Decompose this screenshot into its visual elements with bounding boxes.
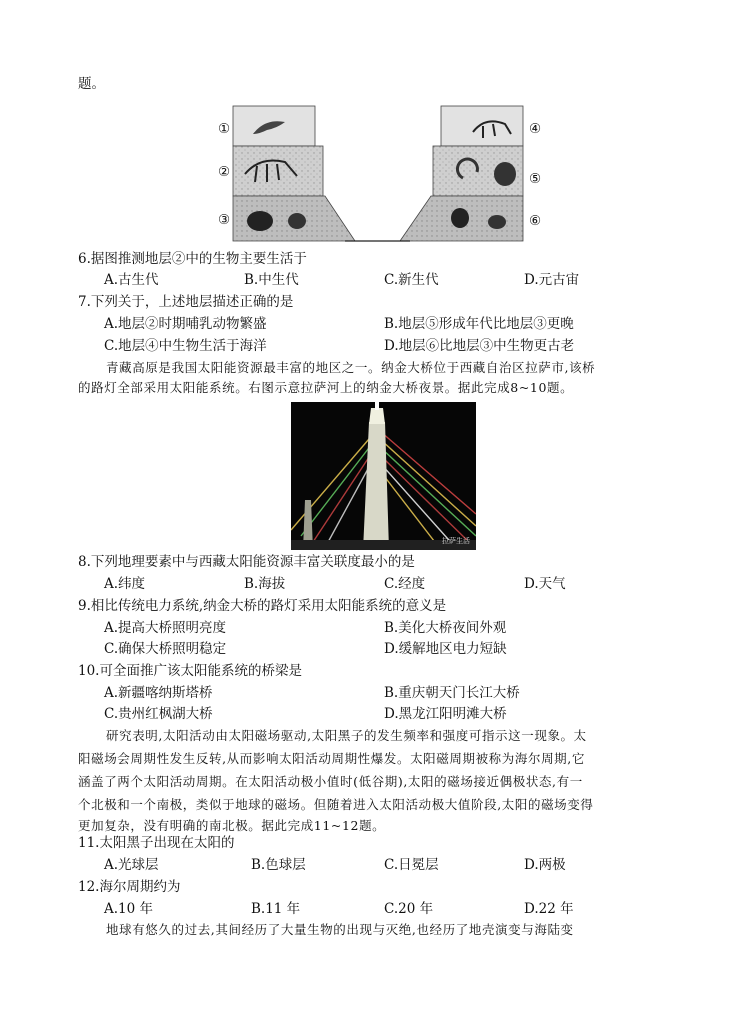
q11-option-b: B.色球层 — [251, 857, 306, 873]
q8-option-a: A.纬度 — [104, 576, 146, 592]
intro-tail: 题。 — [78, 76, 105, 92]
shell-fossil-icon — [451, 208, 469, 228]
shell-fossil-icon — [247, 211, 273, 231]
q6-option-d: D.元古宙 — [524, 272, 580, 288]
passage-1-line-2: 的路灯全部采用太阳能系统。右图示意拉萨河上的纳金大桥夜景。据此完成8~10题。 — [78, 380, 574, 395]
passage-2-line-2: 阳磁场会周期性发生反转,从而影响太阳活动周期性爆发。太阳磁周期被称为海尔周期,它 — [78, 751, 585, 766]
q9-option-b: B.美化大桥夜间外观 — [384, 620, 507, 636]
question-12-stem: 12.海尔周期约为 — [78, 879, 181, 895]
question-9-stem: 9.相比传统电力系统,纳金大桥的路灯采用太阳能系统的意义是 — [78, 598, 447, 614]
marker-4: ④ — [529, 121, 542, 137]
q12-option-d: D.22 年 — [524, 901, 574, 917]
q9-option-a: A.提高大桥照明亮度 — [104, 620, 227, 636]
q8-option-b: B.海拔 — [244, 576, 286, 592]
marker-2: ② — [218, 164, 231, 180]
q12-option-b: B.11 年 — [251, 901, 301, 917]
strata-diagram — [205, 104, 550, 244]
q6-option-a: A.古生代 — [104, 272, 159, 288]
shell-fossil-icon — [288, 213, 306, 229]
question-6-stem: 6.据图推测地层②中的生物主要生活于 — [78, 251, 307, 267]
q10-option-d: D.黑龙江阳明滩大桥 — [384, 706, 507, 722]
q7-option-d: D.地层⑥比地层③中生物更古老 — [384, 338, 575, 354]
q9-option-d: D.缓解地区电力短缺 — [384, 641, 507, 657]
passage-2-line-3: 涵盖了两个太阳活动周期。在太阳活动极小值时(低谷期),太阳的磁场接近偶极状态,有一 — [78, 774, 583, 789]
passage-2-line-1: 研究表明,太阳活动由太阳磁场驱动,太阳黑子的发生频率和强度可指示这一现象。太 — [106, 728, 587, 743]
q11-option-a: A.光球层 — [104, 857, 159, 873]
passage-1-line-1: 青藏高原是我国太阳能资源最丰富的地区之一。纳金大桥位于西藏自治区拉萨市,该桥 — [106, 360, 596, 375]
bridge-night-photo — [291, 402, 476, 550]
q10-option-a: A.新疆喀纳斯塔桥 — [104, 685, 213, 701]
photo-watermark: 拉萨生活 — [442, 537, 470, 545]
shell-fossil-icon — [488, 215, 506, 229]
question-11-stem: 11.太阳黑子出现在太阳的 — [78, 835, 235, 851]
q8-option-c: C.经度 — [384, 576, 426, 592]
q12-option-a: A.10 年 — [104, 901, 154, 917]
q10-option-b: B.重庆朝天门长江大桥 — [384, 685, 520, 701]
q7-option-c: C.地层④中生物生活于海洋 — [104, 338, 267, 354]
marker-1: ① — [218, 121, 231, 137]
q11-option-d: D.两极 — [524, 857, 566, 873]
passage-3-line-1: 地球有悠久的过去,其间经历了大量生物的出现与灭绝,也经历了地壳演变与海陆变 — [106, 922, 574, 937]
marker-6: ⑥ — [529, 213, 542, 229]
passage-2-line-4: 个北极和一个南极，类似于地球的磁场。但随着进入太阳活动极大值阶段,太阳的磁场变得 — [78, 797, 594, 812]
marker-3: ③ — [218, 212, 231, 228]
q8-option-d: D.天气 — [524, 576, 566, 592]
pot-fossil-icon — [494, 162, 516, 186]
q6-option-b: B.中生代 — [244, 272, 299, 288]
question-8-stem: 8.下列地理要素中与西藏太阳能资源丰富关联度最小的是 — [78, 554, 415, 570]
q11-option-c: C.日冕层 — [384, 857, 439, 873]
q12-option-c: C.20 年 — [384, 901, 434, 917]
q7-option-a: A.地层②时期哺乳动物繁盛 — [104, 316, 267, 332]
passage-2-line-5: 更加复杂，没有明确的南北极。据此完成11~12题。 — [78, 818, 386, 833]
question-10-stem: 10.可全面推广该太阳能系统的桥梁是 — [78, 663, 302, 679]
q10-option-c: C.贵州红枫湖大桥 — [104, 706, 213, 722]
marker-5: ⑤ — [529, 171, 542, 187]
q9-option-c: C.确保大桥照明稳定 — [104, 641, 227, 657]
q7-option-b: B.地层⑤形成年代比地层③更晚 — [384, 316, 574, 332]
question-7-stem: 7.下列关于，上述地层描述正确的是 — [78, 294, 294, 310]
q6-option-c: C.新生代 — [384, 272, 439, 288]
